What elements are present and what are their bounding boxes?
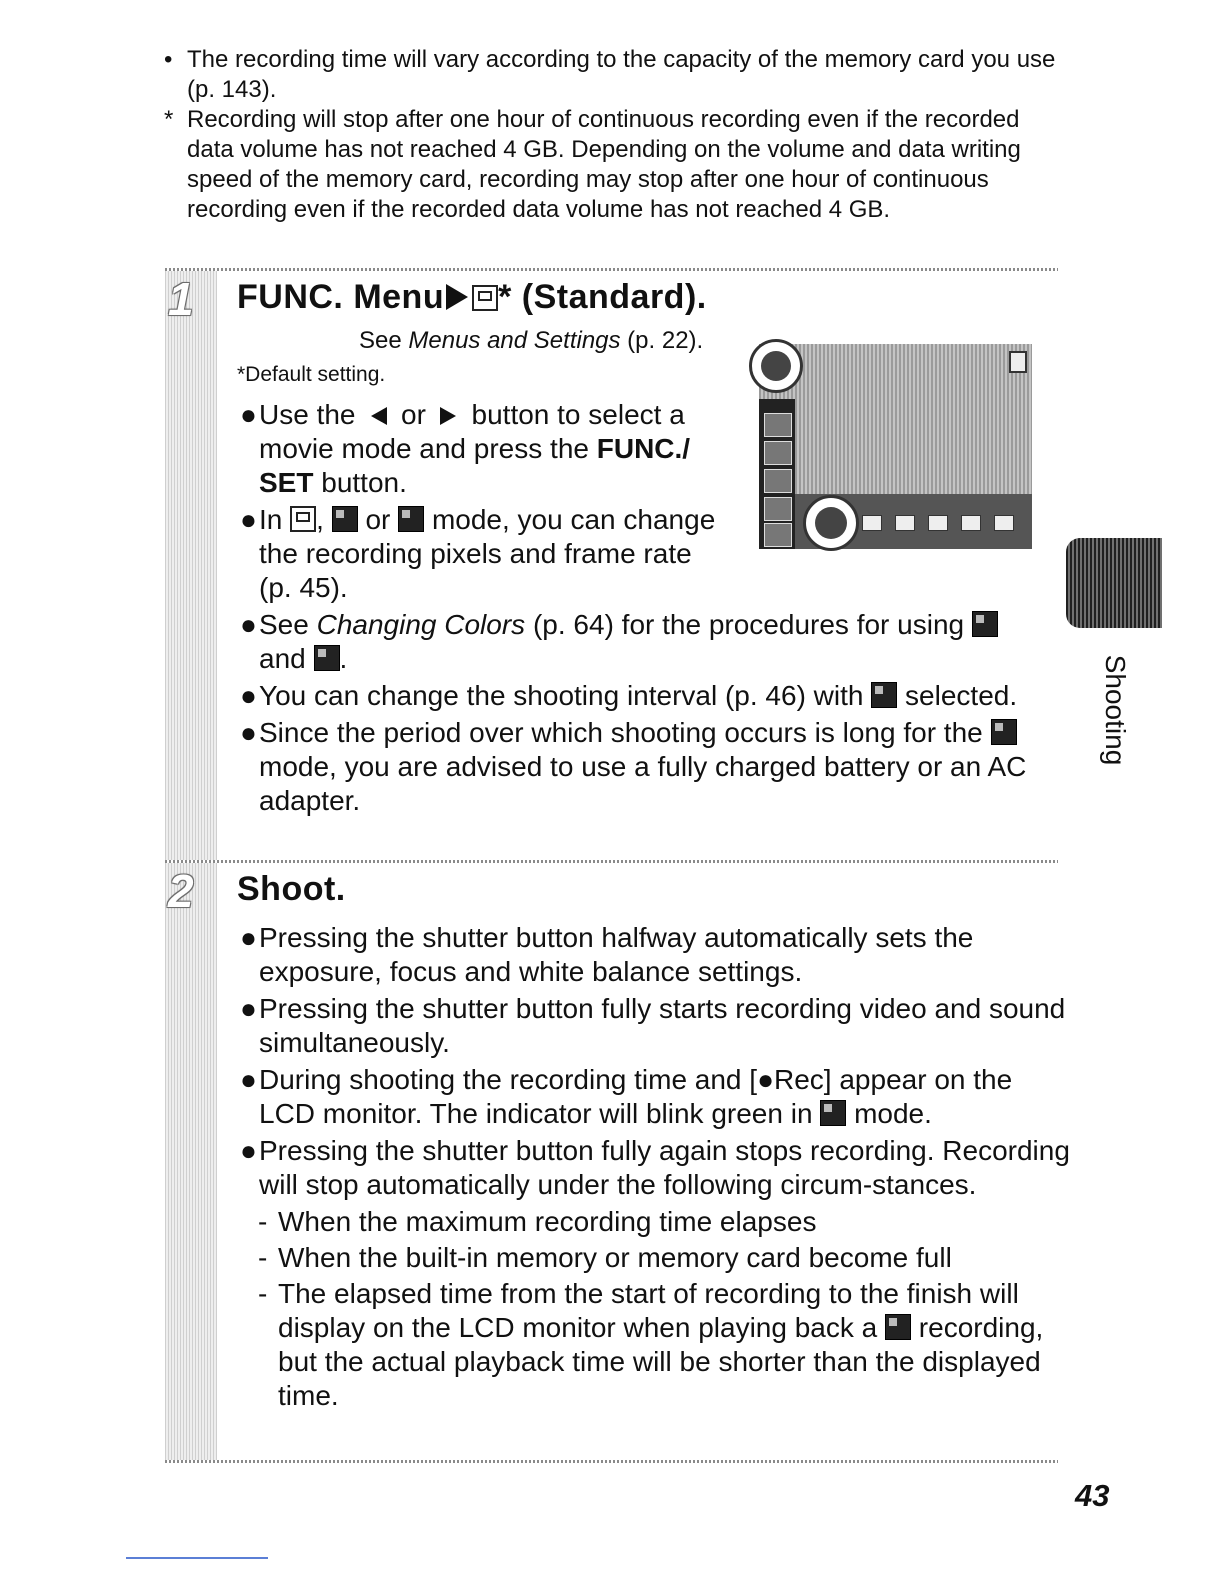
- note-marker: *: [164, 106, 174, 133]
- note-item: [162, 105, 1062, 225]
- ref-page: (p. 22).: [620, 327, 704, 354]
- default-note: *Default setting.: [237, 363, 386, 386]
- color-accent-icon: [972, 611, 998, 637]
- menus-reference: [359, 327, 703, 355]
- step1-heading-text: FUNC. Menu: [237, 278, 445, 316]
- item-text: Pressing the shutter button fully again stops recording. Recording will stop automatically under the following circum-stances.: [259, 1135, 1070, 1200]
- item-text: mode, you are advised to use a fully charged battery or an AC adapter.: [259, 751, 1027, 816]
- step1-body: [240, 398, 1040, 821]
- item-text: When the built-in memory or memory card become full: [278, 1242, 952, 1273]
- item-text: selected.: [897, 680, 1018, 711]
- item-text: Since the period over which shooting occurs is long for the: [259, 717, 991, 748]
- step1-stripe: [165, 271, 217, 860]
- item-text: or: [393, 399, 434, 430]
- item-text: You can change the shooting interval (p. 46) with: [259, 680, 872, 711]
- sub-item: [258, 1241, 1070, 1275]
- bullet-icon: ●: [240, 399, 257, 430]
- item-text: See: [259, 609, 317, 640]
- sub-item: [258, 1277, 1070, 1413]
- item-text: Pressing the shutter button fully starts recording video and sound simultaneously.: [259, 993, 1066, 1058]
- arrow-icon: [446, 284, 468, 310]
- item-text: button to select a movie mode and press the: [259, 399, 685, 464]
- item-text: In: [259, 504, 291, 535]
- item-text: .: [339, 643, 348, 674]
- standard-movie-icon: [290, 506, 316, 532]
- list-item: [240, 1063, 1070, 1131]
- notes: [162, 45, 1062, 225]
- bullet-icon: ●: [240, 504, 257, 535]
- scan-artifact-line: [126, 1557, 268, 1559]
- bullet-icon: ●: [240, 609, 257, 640]
- list-item: [240, 992, 1070, 1060]
- list-item: [240, 716, 1040, 818]
- item-text: Pressing the shutter button halfway automatically sets the exposure, focus and white balance settings.: [259, 922, 974, 987]
- time-lapse-icon: [991, 719, 1017, 745]
- section-divider: [165, 1460, 1058, 1463]
- list-item: [240, 608, 1040, 676]
- item-text: and: [259, 643, 314, 674]
- list-item: [240, 398, 749, 500]
- chapter-tab: [1066, 538, 1162, 628]
- movie-mode-dial-icon: [749, 339, 803, 393]
- list-item: [240, 679, 1040, 713]
- section-divider: [165, 860, 1058, 863]
- item-text: mode, you can change the recording pixels and frame rate (p. 45).: [259, 504, 716, 603]
- left-arrow-icon: [371, 407, 387, 425]
- page-number: 43: [1075, 1478, 1110, 1513]
- item-text: When the maximum recording time elapses: [278, 1206, 817, 1237]
- chapter-label: [1090, 640, 1140, 780]
- ref-title: Menus and Settings: [408, 327, 621, 354]
- step1-heading-mode: * (Standard).: [498, 278, 707, 316]
- bullet-icon: ●: [240, 1135, 257, 1166]
- changing-colors-title: Changing Colors: [316, 609, 526, 640]
- note-text: Recording will stop after one hour of continuous recording even if the recorded data volume has not reached 4 GB. Depending on the volume and data writing speed of the memory card, recording may stop after one hour of continuous recording even if the recorded data volume has not reached 4 GB.: [187, 106, 1021, 223]
- item-text: mode.: [846, 1098, 932, 1129]
- dash-marker: -: [258, 1242, 268, 1273]
- bullet-icon: ●: [240, 922, 257, 953]
- note-item: [162, 45, 1062, 105]
- step2-number: 2: [168, 865, 194, 917]
- sub-item: [258, 1205, 1070, 1239]
- list-item: [240, 1134, 1070, 1202]
- ref-text: See: [359, 327, 409, 354]
- rec-indicator: ●Rec: [757, 1064, 824, 1095]
- step1-heading: [237, 278, 707, 317]
- color-accent-icon: [332, 506, 358, 532]
- note-marker: •: [164, 46, 173, 73]
- item-text: Use the: [259, 399, 364, 430]
- item-text: recording, but the actual playback time will be shorter than the displayed time.: [278, 1312, 1044, 1411]
- time-lapse-icon: [820, 1100, 846, 1126]
- color-swap-icon: [398, 506, 424, 532]
- step1-number: 1: [168, 273, 194, 325]
- note-text: The recording time will vary according to the capacity of the memory card you use (p. 143).: [187, 46, 1056, 103]
- dash-marker: -: [258, 1278, 268, 1309]
- item-text: (p. 64) for the procedures for using: [525, 609, 972, 640]
- step2-body: [240, 921, 1070, 1413]
- color-swap-icon: [314, 645, 340, 671]
- bullet-icon: ●: [240, 680, 257, 711]
- bullet-icon: ●: [240, 993, 257, 1024]
- time-lapse-icon: [885, 1314, 911, 1340]
- list-item: [240, 503, 729, 605]
- item-text: button.: [313, 467, 407, 498]
- bullet-icon: ●: [240, 717, 257, 748]
- list-item: [240, 921, 1070, 989]
- step2-stripe: [165, 863, 217, 1461]
- bullet-icon: ●: [240, 1064, 257, 1095]
- time-lapse-icon: [871, 682, 897, 708]
- item-text: The elapsed time from the start of recording to the finish will display on the LCD monitor when playing back a: [278, 1278, 1019, 1343]
- step2-heading: Shoot.: [237, 870, 346, 908]
- right-arrow-icon: [440, 407, 456, 425]
- lock-icon: [1009, 351, 1027, 373]
- standard-movie-icon: [472, 285, 498, 311]
- chapter-label-text: Shooting: [1100, 654, 1131, 766]
- item-text: or: [357, 504, 399, 535]
- item-text: ,: [316, 504, 332, 535]
- func-set-label: FUNC./ SET: [259, 433, 691, 498]
- section-divider: [165, 268, 1058, 271]
- item-text: During shooting the recording time and [: [259, 1064, 758, 1095]
- dash-marker: -: [258, 1206, 268, 1237]
- item-text: ] appear on the LCD monitor. The indicator will blink green in: [259, 1064, 1013, 1129]
